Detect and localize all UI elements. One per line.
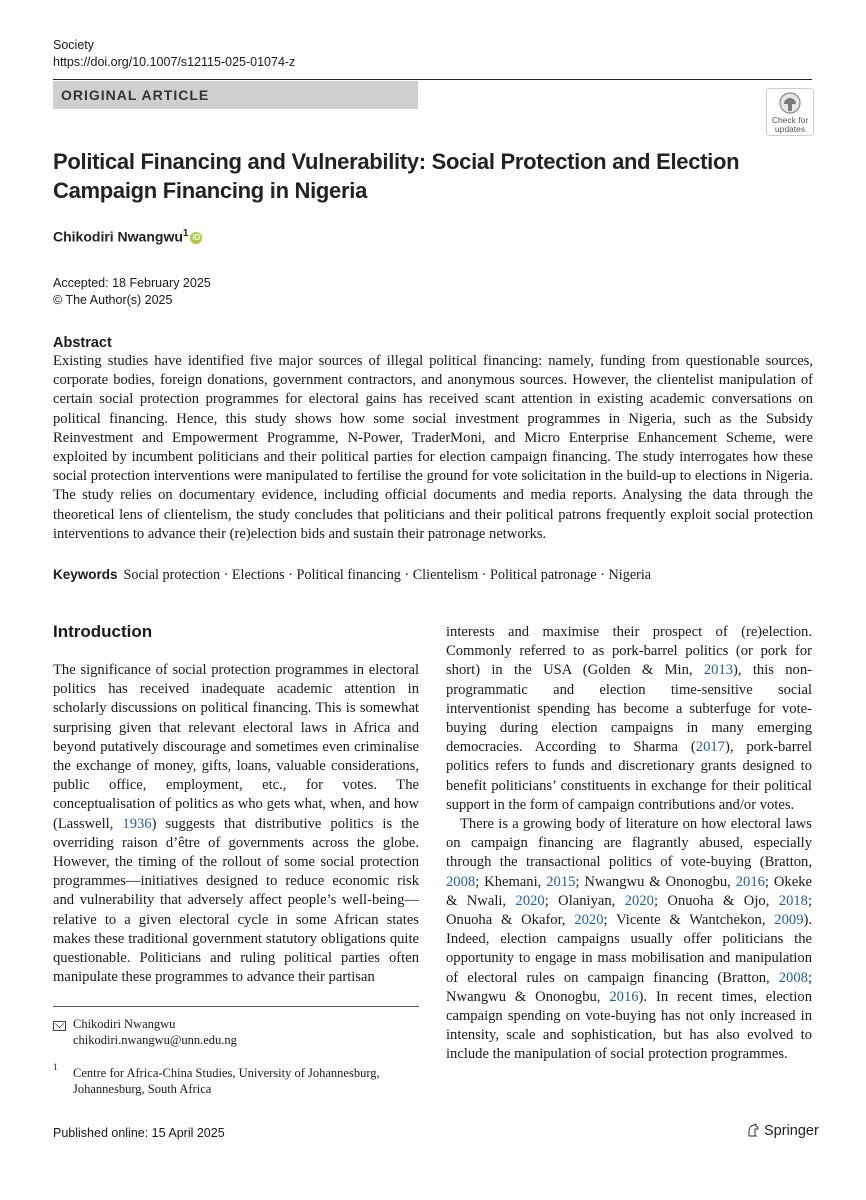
intro-text: ), pork-barrel politics refers to funds and discretionary grants designed to benefit politicians’ constituents in exchange for their political support in the form of campaign contributions and/or votes. — [446, 739, 812, 813]
author-affiliation-mark: 1 — [182, 228, 189, 239]
header-divider — [53, 79, 812, 80]
crossmark-icon — [779, 92, 801, 114]
intro-text: ). In recent times, election campaign spending on vote-buying has not only increased in intensity, scale and sophistication, but has also evolved to include the manipulation of social protection programmes. — [446, 988, 812, 1063]
keywords-label: Keywords — [53, 567, 118, 582]
corresponding-author-email[interactable]: chikodiri.nwangwu@unn.edu.ng — [73, 1033, 237, 1047]
check-for-updates-button[interactable] — [766, 88, 814, 136]
affiliation-number: 1 — [53, 1062, 58, 1072]
intro-text: ). Indeed, election campaigns usually offer politicians the opportunity to engage in mass mobilisation and manipulation of electoral rules on campaign financing (Bratton, — [446, 912, 812, 986]
citation-link[interactable]: 2020 — [574, 912, 604, 929]
abstract-heading: Abstract — [53, 335, 112, 351]
article-title: Political Financing and Vulnerability: Social Protection and Election Campaign Financing in Nigeria — [53, 149, 740, 203]
citation-link[interactable]: 1936 — [122, 815, 152, 832]
publisher-logo — [746, 1123, 819, 1139]
affiliation-text: Centre for Africa-China Studies, University of Johannesburg, Johannesburg, South Africa — [73, 1066, 380, 1096]
intro-paragraph — [446, 815, 812, 1065]
intro-text: There is a growing body of literature on how electoral laws on campaign financing are flagrantly abused, especially through the transactional politics of vote-buying (Bratton, — [446, 816, 812, 871]
intro-text: The significance of social protection programmes in electoral politics has received inadequate academic attention in scholarly discussions on political financing. This is somewhat surprising given that relevant electoral laws in Africa and beyond putatively discourage and sometimes even criminalise the exchange of money, gifts, loans, valuable considerations, public office, employment, etc., for votes. The conceptualisation of politics as who gets what, when, and how (Lasswell, — [53, 662, 419, 832]
citation-link[interactable]: 2017 — [695, 739, 725, 756]
intro-text: ; Okeke & Nwali, — [446, 873, 812, 909]
keywords-line — [53, 567, 813, 584]
intro-text: ; Vicente & Wantchekon, — [603, 912, 775, 929]
article-type-label: ORIGINAL ARTICLE — [61, 87, 210, 103]
intro-paragraph — [446, 623, 812, 815]
citation-link[interactable]: 2018 — [778, 892, 808, 909]
citation-link[interactable]: 2008 — [446, 873, 476, 890]
citation-link[interactable]: 2020 — [515, 892, 545, 909]
abstract-text: Existing studies have identified five major sources of illegal political financing: namely, funding from questionable sources, corporate bodies, foreign donations, government contractors, and anonymous sources. However, the clientelist manipulation of certain social protection programmes for electoral gains has received scant attention in existing academic conversations on political financing. Hence, this study shows how some social investment programmes in Nigeria, such as the Subsidy Reinvestment and Empowerment Programme, N-Power, TraderMoni, and Micro Enterprise Enhancement Scheme, were exploited by incumbent politicians and their political parties for election campaign financing. The study interrogates how these social protection interventions were manipulated to fertilise the ground for vote solicitation in the build-up to elections in Nigeria. The study relies on documentary evidence, including official documents and media reports. Analysing the data through the theoretical lens of clientelism, the study concludes that politicians and their political patrons frequently exploit social protection interventions to advance their (re)election bids and sustain their patronage networks. — [53, 353, 813, 542]
intro-text: ; Nwangwu & Ononogbu, — [575, 873, 736, 890]
keywords-list: Social protection · Elections · Political financing · Clientelism · Political patronage · Nigeria — [123, 567, 652, 583]
springer-horse-icon — [746, 1123, 760, 1137]
author-name[interactable]: Chikodiri Nwangwu — [53, 228, 183, 245]
corresponding-author-name: Chikodiri Nwangwu — [73, 1017, 176, 1031]
intro-text: ) suggests that distributive politics is the overriding raison d’être of governments across the globe. However, the timing of the rollout of some social protection programmes—initiatives designed to reduce economic risk and vulnerability that adversely affect people’s well-being—relative to a given electoral cycle in some African states makes these traditional government statutory obligations quite questionable. Politicians and ruling political parties often manipulate these programmes to advance their partisan — [53, 815, 419, 986]
intro-text: ; Olaniyan, — [544, 892, 625, 909]
citation-link[interactable]: 2008 — [778, 969, 808, 986]
intro-text: interests and maximise their prospect of (re)election. Commonly referred to as pork-barrel politics (or pork for short) in the USA (Golden & Min, — [446, 624, 812, 679]
orcid-icon[interactable]: iD — [192, 232, 201, 242]
citation-link[interactable]: 2016 — [609, 988, 639, 1005]
article-type-banner — [53, 81, 418, 109]
intro-text: ; Nwangwu & Ononogbu, — [446, 969, 812, 1005]
introduction-heading: Introduction — [53, 622, 153, 641]
copyright-notice: © The Author(s) 2025 — [53, 293, 173, 307]
citation-link[interactable]: 2009 — [774, 912, 804, 929]
footnote-divider — [53, 1006, 419, 1007]
introduction-left-column — [53, 661, 419, 987]
intro-text: ; Khemani, — [475, 873, 547, 890]
accepted-date: Accepted: 18 February 2025 — [53, 276, 211, 290]
introduction-right-column — [446, 623, 812, 1065]
author-line — [53, 228, 202, 245]
published-date: Published online: 15 April 2025 — [53, 1126, 225, 1140]
intro-text: ; Onuoha & Okafor, — [446, 892, 813, 929]
envelope-icon — [53, 1021, 66, 1031]
citation-link[interactable]: 2013 — [703, 662, 734, 679]
intro-text: ; Onuoha & Ojo, — [653, 892, 779, 909]
citation-link[interactable]: 2016 — [735, 873, 765, 890]
doi-link[interactable]: https://doi.org/10.1007/s12115-025-01074-z — [53, 55, 296, 69]
publisher-name: Springer — [764, 1123, 819, 1139]
citation-link[interactable]: 2015 — [546, 873, 576, 890]
updates-label: updates — [774, 124, 806, 134]
check-for-label: Check for — [771, 115, 809, 125]
intro-text: ), this non-programmatic and election time-sensitive social interventionist spending has become a subterfuge for vote-buying during election campaigns in many emerging democracies. According to Sharma ( — [446, 662, 812, 756]
journal-name: Society — [53, 38, 94, 52]
citation-link[interactable]: 2020 — [624, 892, 654, 909]
